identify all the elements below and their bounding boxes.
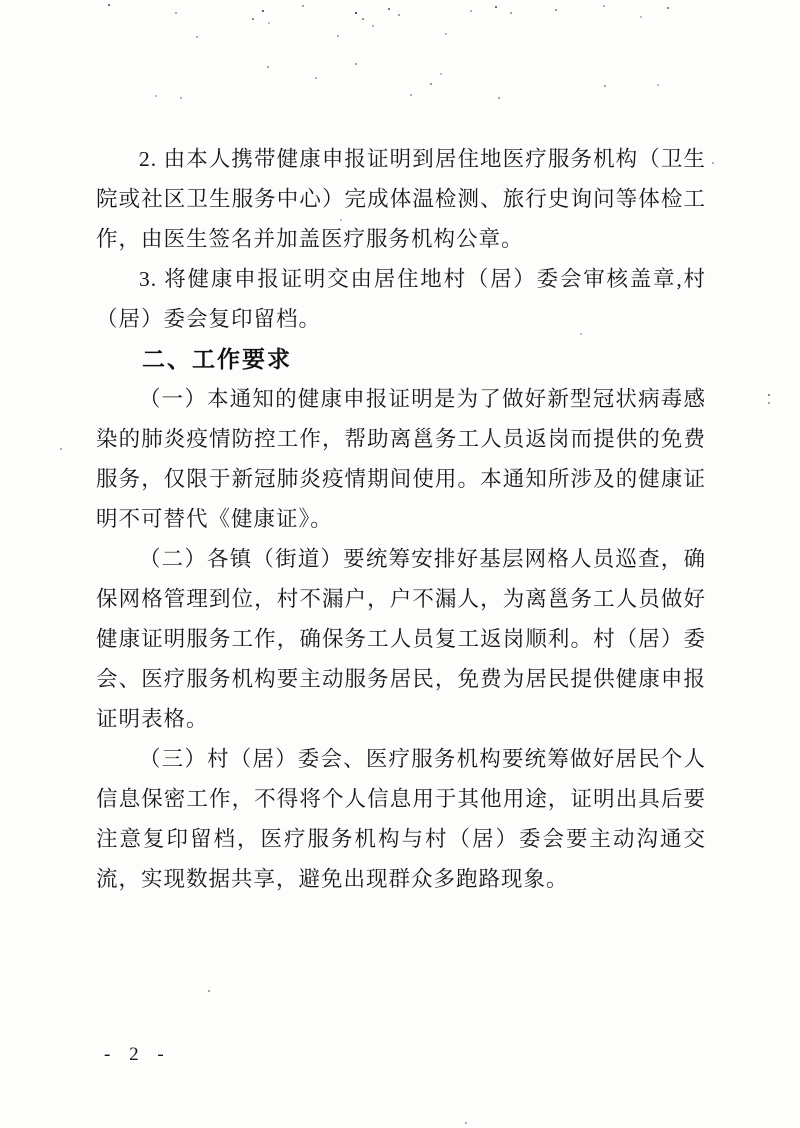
section-heading-work-requirements: 二、工作要求 <box>142 346 292 372</box>
footer-page-number: - 2 - <box>104 1044 171 1065</box>
paragraph-step-2: 2. 由本人携带健康申报证明到居住地医疗服务机构（卫生院或社区卫生服务中心）完成体温检测、旅行史询问等体检工作，由医生签名并加盖医疗服务机构公章。 <box>96 147 706 251</box>
paragraph-requirement-3: （三）村（居）委会、医疗服务机构要统筹做好居民个人信息保密工作，不得将个人信息用于其他用途，证明出具后要注意复印留档，医疗服务机构与村（居）委会要主动沟通交流，实现数据共享，避免出现群众多跑路现象。 <box>96 747 706 891</box>
paragraph-requirement-2: （二）各镇（街道）要统筹安排好基层网格人员巡查，确保网格管理到位，村不漏户，户不漏人，为离邕务工人员做好健康证明服务工作，确保务工人员复工返岗顺利。村（居）委会、医疗服务机构要主动服务居民，免费为居民提供健康申报证明表格。 <box>96 547 706 731</box>
paragraph-requirement-1: （一）本通知的健康申报证明是为了做好新型冠状病毒感染的肺炎疫情防控工作，帮助离邕务工人员返岗而提供的免费服务，仅限于新冠肺炎疫情期间使用。本通知所涉及的健康证明不可替代《健康证》。 <box>96 387 706 531</box>
paragraph-step-3: 3. 将健康申报证明交由居住地村（居）委会审核盖章,村（居）委会复印留档。 <box>96 267 706 331</box>
document-body <box>96 139 706 899</box>
scan-noise-specks <box>0 0 2 2</box>
